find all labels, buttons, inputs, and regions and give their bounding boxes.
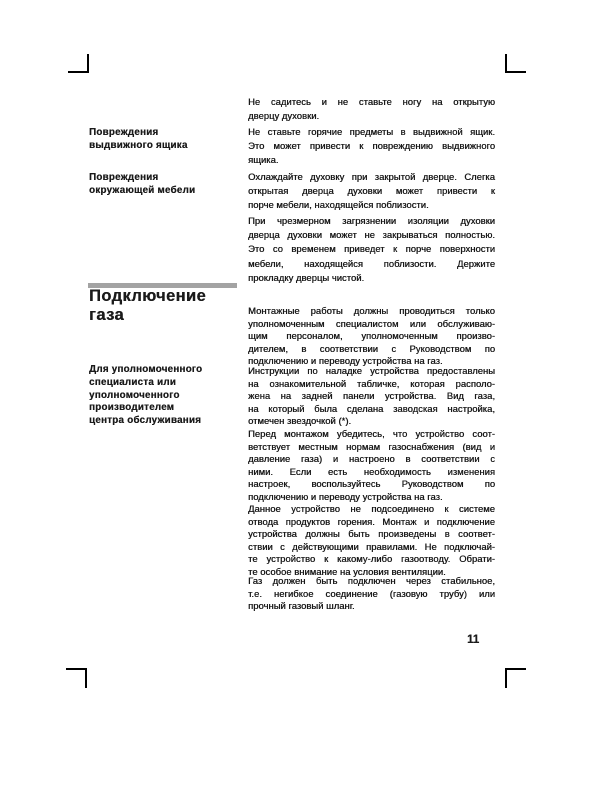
text-line: [248, 318, 495, 331]
text-line: подключению и переводу устройства на газ.: [248, 355, 443, 366]
word: газоотводу.: [400, 553, 451, 564]
word: устройство: [291, 503, 340, 514]
word: к: [323, 553, 329, 564]
word: Перед: [248, 428, 276, 439]
word: Инструкции: [248, 365, 300, 376]
word: располо-: [455, 377, 495, 389]
word: загрязнении: [342, 215, 397, 226]
word: подсоединено: [371, 503, 434, 514]
word: настроено: [348, 453, 395, 464]
word: не: [350, 503, 361, 514]
word: При: [248, 215, 266, 226]
word: Это: [248, 140, 265, 152]
word: какому-либо: [336, 553, 393, 564]
word: закрываться: [382, 229, 438, 241]
text-line: [248, 343, 495, 356]
crop-mark-top-left-icon: [68, 54, 89, 73]
word: Не: [424, 540, 437, 552]
word: или: [478, 587, 495, 599]
word: Данное: [248, 503, 281, 514]
word: устройства: [370, 365, 419, 376]
word: мебели,: [248, 257, 284, 269]
text-line: [248, 403, 495, 416]
word: к: [490, 185, 495, 197]
text-line: прокладку дверцы чистой.: [248, 271, 365, 283]
word: правилами.: [366, 540, 418, 552]
word: духовки: [287, 229, 322, 241]
word: Не: [248, 96, 261, 107]
text-line: [248, 228, 495, 242]
text-line: прочный газовый шланг.: [248, 600, 355, 611]
body-paragraph: [248, 575, 495, 613]
word: устройство: [415, 428, 465, 439]
word: задней: [301, 390, 333, 401]
text-line: ящика.: [248, 154, 279, 166]
word: по: [484, 342, 495, 354]
word: подключение: [436, 515, 495, 527]
word: только: [465, 305, 495, 316]
word: в: [400, 126, 406, 137]
body-paragraph: [248, 305, 495, 368]
text-line: [248, 503, 495, 516]
text-line: [248, 441, 495, 454]
text-line: [248, 170, 495, 184]
word: или: [409, 317, 426, 329]
word: Руководством: [401, 478, 464, 489]
word: давление: [248, 453, 291, 464]
word: Не: [248, 126, 261, 137]
word: была: [314, 402, 338, 414]
word: изоляции: [407, 215, 449, 226]
word: уполномоченным: [248, 317, 325, 329]
word: Если: [289, 465, 312, 477]
word: привести: [436, 185, 478, 197]
text-line: [248, 553, 495, 566]
word: Обрати-: [459, 553, 495, 564]
word: воспользуйтесь: [311, 478, 381, 489]
word: дверце.: [422, 171, 457, 182]
text-line: [248, 242, 495, 256]
body-paragraph: [248, 95, 495, 123]
text-line: специалиста или: [89, 376, 176, 388]
crop-mark-top-right-icon: [505, 54, 526, 73]
word: необходимость: [363, 465, 431, 477]
body-paragraph: [248, 428, 495, 503]
word: негибкое: [273, 587, 314, 599]
word: газоснабжения: [388, 440, 455, 452]
word: должны: [353, 305, 389, 316]
word: должны: [305, 528, 340, 539]
word: предметы: [349, 126, 394, 137]
text-line: [248, 516, 495, 529]
word: на: [248, 377, 259, 389]
word: подключай-: [443, 540, 495, 552]
word: нормам: [345, 440, 380, 452]
word: на: [431, 96, 443, 107]
word: ними.: [248, 465, 273, 477]
word: к: [359, 140, 364, 152]
text-line: [248, 528, 495, 541]
word: поблизости.: [383, 257, 437, 269]
text-line: окружающей мебели: [89, 185, 196, 197]
word: должен: [272, 575, 306, 586]
text-line: Повреждения: [89, 172, 159, 183]
word: ногу: [402, 96, 422, 107]
word: подключен: [347, 575, 396, 586]
text-line: Подключение: [89, 287, 207, 305]
text-line: [248, 125, 495, 139]
word: наладке: [325, 365, 362, 376]
word: порче: [405, 243, 432, 255]
word: произведены: [378, 528, 437, 539]
word: ознакомительной: [269, 377, 347, 389]
word: и: [321, 96, 327, 107]
word: временем: [291, 243, 336, 255]
word: соот-: [472, 428, 495, 439]
word: щим: [248, 330, 268, 341]
page-number: 11: [467, 634, 480, 646]
word: устройство: [266, 553, 316, 564]
word: не: [337, 96, 349, 107]
text-line: те особое внимание на условия вентиляции.: [248, 565, 446, 577]
word: настроек,: [248, 478, 291, 489]
text-line: [248, 390, 495, 403]
word: полностью.: [445, 229, 495, 241]
word: на: [248, 402, 259, 414]
word: открытая: [248, 185, 289, 197]
word: выдвижного: [441, 140, 495, 152]
word: может: [395, 185, 424, 197]
word: находящейся: [304, 257, 363, 269]
crop-mark-bottom-right-icon: [505, 668, 526, 688]
word: соответ-: [458, 528, 495, 539]
word: при: [351, 171, 368, 182]
text-line: газа: [89, 305, 125, 324]
text-line: отмечен звездочкой (*).: [248, 415, 352, 426]
word: и: [332, 453, 339, 464]
word: соответствии: [319, 342, 378, 354]
row-label-drawer-damage: [89, 126, 245, 153]
word: быть: [315, 575, 338, 586]
word: привести: [309, 140, 350, 152]
word: отвода: [248, 515, 279, 527]
word: через: [405, 575, 431, 586]
text-line: [248, 588, 495, 601]
text-line: дверцу духовки.: [248, 110, 320, 122]
word: к: [444, 503, 449, 514]
word: дителем,: [248, 342, 288, 354]
text-line: [248, 139, 495, 153]
word: может: [329, 229, 357, 241]
body-paragraph: [248, 365, 495, 428]
word: горячие: [307, 126, 343, 137]
text-line: производителем: [89, 402, 175, 414]
word: Руководством: [409, 342, 472, 354]
word: действующими: [292, 540, 359, 552]
row-label-furniture-damage: [89, 171, 245, 198]
text-line: выдвижного ящика: [89, 140, 188, 152]
word: трубу): [439, 587, 467, 599]
word: приведет: [344, 243, 385, 255]
word: садитесь: [270, 96, 311, 107]
word: и: [489, 440, 495, 452]
word: по: [307, 365, 318, 376]
text-line: [248, 378, 495, 391]
body-paragraph: [248, 170, 495, 213]
text-line: подключению и переводу устройства на газ.: [248, 490, 443, 502]
word: монтажом: [284, 428, 329, 439]
body-paragraph: [248, 125, 495, 168]
word: к: [392, 243, 398, 255]
word: повреждению: [372, 140, 433, 152]
word: Держите: [456, 257, 495, 269]
word: табличке,: [356, 377, 400, 389]
text-line: уполномоченного: [89, 389, 180, 401]
word: открытую: [453, 96, 495, 107]
word: стабильное,: [441, 575, 495, 586]
word: который: [268, 402, 305, 414]
word: уполномоченным: [361, 330, 438, 341]
word: предоставлены: [426, 365, 495, 376]
word: работы: [310, 305, 343, 316]
word: ствии: [248, 540, 273, 552]
word: закрытой: [374, 171, 416, 182]
word: панели: [342, 390, 375, 401]
word: Газ: [248, 575, 263, 586]
body-paragraph: [248, 503, 495, 578]
word: с: [280, 540, 285, 552]
word: Вид: [446, 390, 464, 401]
word: газа): [300, 453, 323, 464]
word: газа,: [474, 390, 495, 401]
text-line: [248, 305, 495, 318]
word: на: [280, 390, 292, 401]
text-line: [248, 575, 495, 588]
word: Монтажные: [248, 305, 300, 316]
word: проводиться: [399, 305, 455, 316]
word: произво-: [456, 330, 495, 341]
word: обслуживаю-: [437, 317, 495, 329]
word: изменения: [447, 465, 495, 477]
word: выдвижной: [412, 126, 463, 137]
word: ветствует: [248, 440, 290, 452]
word: устройства: [248, 528, 297, 539]
word: духовки: [460, 215, 495, 226]
word: с: [490, 453, 495, 464]
word: дверца: [248, 229, 280, 241]
word: есть: [327, 465, 348, 477]
word: Охлаждайте: [248, 171, 303, 182]
body-paragraph: [248, 214, 495, 285]
text-line: [248, 541, 495, 554]
word: Это: [248, 243, 265, 255]
text-line: Для уполномоченного: [89, 364, 203, 375]
word: чрезмерном: [276, 215, 331, 226]
word: продуктов: [285, 515, 331, 527]
word: ящик.: [470, 126, 495, 137]
word: устройства.: [384, 390, 437, 401]
text-line: [248, 184, 495, 198]
text-line: [248, 365, 495, 378]
text-line: центра обслуживания: [89, 415, 202, 427]
word: со: [272, 243, 283, 255]
word: в: [405, 453, 411, 464]
word: в: [301, 342, 307, 354]
word: убедитесь,: [336, 428, 385, 439]
word: заводская: [392, 402, 438, 414]
section-heading: [89, 287, 259, 324]
word: соответствии: [421, 453, 480, 464]
word: (газовую: [389, 587, 428, 599]
word: сделана: [346, 402, 384, 414]
word: горения.: [337, 515, 375, 527]
word: по: [484, 478, 495, 489]
text-line: [248, 428, 495, 441]
word: те: [248, 553, 258, 564]
word: настройка,: [447, 402, 495, 414]
word: Монтаж: [382, 515, 417, 527]
text-line: [248, 330, 495, 343]
word: ставьте: [358, 96, 392, 107]
word: с: [391, 342, 397, 354]
word: дверца: [301, 185, 334, 197]
word: (вид: [462, 440, 482, 452]
word: т.е.: [248, 587, 262, 599]
text-line: [248, 478, 495, 491]
word: духовки: [347, 185, 383, 197]
crop-mark-bottom-left-icon: [66, 668, 87, 688]
word: что: [392, 428, 408, 439]
word: специалистом: [335, 317, 399, 329]
text-line: [248, 95, 495, 109]
word: Слегка: [464, 171, 495, 182]
text-line: [248, 257, 495, 271]
word: быть: [348, 528, 370, 539]
text-line: [248, 453, 495, 466]
word: может: [273, 140, 301, 152]
row-label-authorized-specialist: [89, 364, 245, 428]
word: ставьте: [267, 126, 301, 137]
word: и: [423, 515, 430, 527]
word: системе: [458, 503, 495, 514]
word: соединение: [325, 587, 378, 599]
word: в: [444, 528, 450, 539]
text-line: [248, 466, 495, 479]
word: которая: [410, 377, 445, 389]
word: жена: [248, 390, 271, 401]
text-line: [248, 214, 495, 228]
text-line: порче мебели, находящейся поблизости.: [248, 199, 429, 211]
text-line: Повреждения: [89, 127, 159, 138]
word: местным: [298, 440, 338, 452]
word: не: [364, 229, 375, 241]
word: духовку: [310, 171, 345, 182]
word: поверхности: [439, 243, 495, 255]
word: персоналом,: [286, 330, 343, 341]
